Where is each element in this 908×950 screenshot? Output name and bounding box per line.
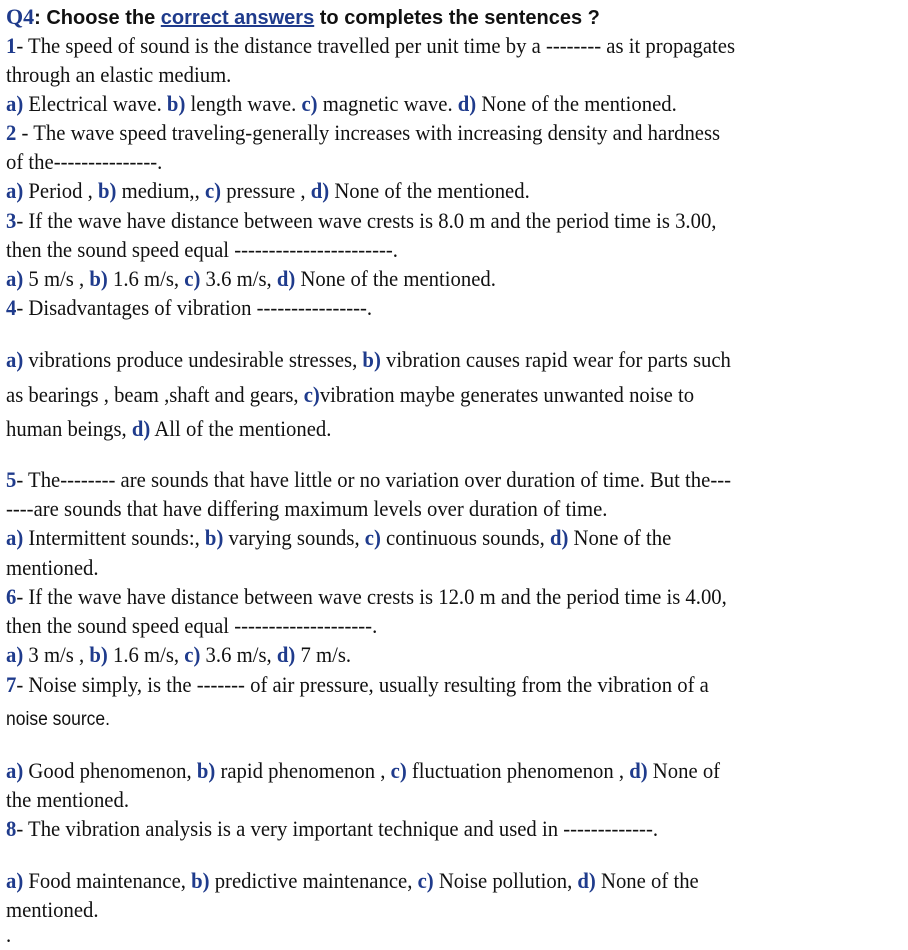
q2-line2: of the---------------.	[6, 149, 163, 174]
q5-text: - The-------- are sounds that have little or no variation over duration of time. But the---	[16, 467, 732, 492]
q3-option-b: 1.6 m/s,	[107, 266, 185, 291]
q7-option-d: None of	[647, 758, 721, 783]
q4-number: 4	[6, 295, 17, 320]
q4-option-b-label: b)	[362, 347, 381, 372]
q8-option-a: Food maintenance,	[23, 868, 192, 893]
q6-option-c: 3.6 m/s,	[200, 642, 277, 667]
q8-options-cont: mentioned.	[6, 897, 99, 922]
question-title	[6, 4, 600, 31]
q1-option-b: length wave.	[185, 91, 302, 116]
q2-option-b: medium,,	[116, 178, 205, 203]
q3-option-c-label: c)	[184, 266, 201, 291]
q3-text: - If the wave have distance between wave crests is 8.0 m and the period time is 3.00,	[16, 208, 717, 233]
q7-option-b-label: b)	[196, 758, 216, 783]
q4-options-line3	[6, 416, 331, 442]
q3-option-d-label: d)	[276, 266, 296, 291]
q7-option-b: rapid phenomenon ,	[215, 758, 391, 783]
q8-option-b: predictive maintenance,	[209, 868, 418, 893]
q8-option-d-label: d)	[577, 868, 596, 893]
q8-number: 8	[6, 816, 17, 841]
q6-option-b: 1.6 m/s,	[107, 642, 185, 667]
q4-option-c: vibration maybe generates unwanted noise to	[319, 382, 695, 407]
q2-option-c: pressure ,	[221, 178, 311, 203]
q7-option-a-label: a)	[6, 758, 24, 783]
q5-option-a-label: a)	[6, 525, 24, 550]
q6-text: - If the wave have distance between wave crests is 12.0 m and the period time is 4.00,	[16, 584, 727, 609]
q2-option-d: None of the mentioned.	[329, 178, 530, 203]
q6-option-d: 7 m/s.	[295, 642, 352, 667]
q2-option-c-label: c)	[204, 178, 222, 203]
q3-line1	[6, 208, 716, 234]
title-text-after: to completes the sentences ?	[314, 7, 600, 29]
q5-option-d-label: d)	[549, 525, 569, 550]
q1-option-c: magnetic wave.	[317, 91, 458, 116]
q1-option-a: Electrical wave.	[23, 91, 167, 116]
q7-option-a: Good phenomenon,	[23, 758, 197, 783]
q1-text: - The speed of sound is the distance travelled per unit time by a -------- as it propagates	[16, 33, 736, 58]
q4-option-c-cont: human beings,	[6, 416, 132, 441]
q1-option-d-label: d)	[457, 91, 477, 116]
q5-option-b-label: b)	[204, 525, 224, 550]
q3-option-a-label: a)	[6, 266, 24, 291]
q4-options-line1	[6, 347, 731, 373]
q5-options-cont: mentioned.	[6, 555, 99, 580]
q7-line1	[6, 672, 709, 698]
q5-option-c: continuous sounds,	[380, 525, 550, 550]
q5-number: 5	[6, 467, 17, 492]
q2-options	[6, 178, 530, 204]
q1-option-d: None of the mentioned.	[476, 91, 677, 116]
q3-option-a: 5 m/s ,	[23, 266, 90, 291]
q6-option-c-label: c)	[184, 642, 201, 667]
q1-option-a-label: a)	[6, 91, 24, 116]
q2-option-a-label: a)	[6, 178, 24, 203]
q1-option-c-label: c)	[301, 91, 318, 116]
q7-number: 7	[6, 672, 17, 697]
end-mark: .	[6, 922, 12, 947]
q5-line1	[6, 467, 731, 493]
q8-line1	[6, 816, 658, 842]
title-text-before: : Choose the	[34, 7, 161, 29]
q6-line1	[6, 584, 727, 610]
q8-options	[6, 868, 699, 894]
q5-option-d: None of the	[568, 525, 672, 550]
q2-option-b-label: b)	[98, 178, 117, 203]
q7-options	[6, 758, 720, 784]
q3-number: 3	[6, 208, 17, 233]
q1-number: 1	[6, 33, 17, 58]
q8-option-b-label: b)	[191, 868, 210, 893]
q5-option-b: varying sounds,	[223, 525, 365, 550]
q3-option-d: None of the mentioned.	[295, 266, 496, 291]
q2-option-d-label: d)	[310, 178, 330, 203]
q8-text: - The vibration analysis is a very important technique and used in -------------.	[16, 816, 659, 841]
q8-option-c: Noise pollution,	[433, 868, 578, 893]
q6-option-a: 3 m/s ,	[23, 642, 90, 667]
q3-line2: then the sound speed equal -----------------------.	[6, 237, 398, 262]
q1-option-b-label: b)	[166, 91, 186, 116]
q2-option-a: Period ,	[23, 178, 98, 203]
q6-number: 6	[6, 584, 17, 609]
q4-option-c-label: c)	[303, 382, 320, 407]
q1-options	[6, 91, 677, 117]
q7-options-cont: the mentioned.	[6, 787, 130, 812]
q6-option-d-label: d)	[276, 642, 296, 667]
q4-option-a-label: a)	[6, 347, 24, 372]
q7-option-d-label: d)	[629, 758, 648, 783]
q7-option-c: fluctuation phenomenon ,	[406, 758, 630, 783]
q1-line2: through an elastic medium.	[6, 62, 232, 87]
q8-option-d: None of the	[595, 868, 699, 893]
title-link[interactable]: correct answers	[160, 7, 315, 29]
q5-line2: ----are sounds that have differing maximum levels over duration of time.	[6, 496, 608, 521]
q6-line2: then the sound speed equal --------------------.	[6, 613, 378, 638]
q4-option-a: vibrations produce undesirable stresses,	[23, 347, 363, 372]
q4-line1	[6, 295, 372, 321]
q4-option-d-label: d)	[131, 416, 151, 441]
question-label: Q4	[6, 4, 35, 29]
q2-number: 2	[6, 120, 17, 145]
q3-option-c: 3.6 m/s,	[200, 266, 277, 291]
q8-option-c-label: c)	[417, 868, 434, 893]
q5-options	[6, 525, 671, 551]
q5-option-a: Intermittent sounds:,	[23, 525, 205, 550]
q6-option-b-label: b)	[89, 642, 108, 667]
q6-option-a-label: a)	[6, 642, 24, 667]
q7-line2: noise source.	[6, 709, 110, 730]
q4-option-b-cont: as bearings , beam ,shaft and gears,	[6, 382, 304, 407]
q3-option-b-label: b)	[89, 266, 108, 291]
q3-options	[6, 266, 496, 292]
q2-text: - The wave speed traveling-generally increases with increasing density and hardness	[16, 120, 721, 145]
q2-line1	[6, 120, 720, 146]
q4-option-b: vibration causes rapid wear for parts such	[380, 347, 731, 372]
q4-options-line2	[6, 382, 694, 408]
q1-line1	[6, 33, 735, 59]
q6-options	[6, 642, 351, 668]
q7-option-c-label: c)	[390, 758, 407, 783]
q8-option-a-label: a)	[6, 868, 24, 893]
q7-text: - Noise simply, is the ------- of air pressure, usually resulting from the vibration of a	[16, 672, 709, 697]
q5-option-c-label: c)	[364, 525, 381, 550]
q4-option-d: All of the mentioned.	[150, 416, 332, 441]
q4-text: - Disadvantages of vibration ----------------.	[16, 295, 373, 320]
